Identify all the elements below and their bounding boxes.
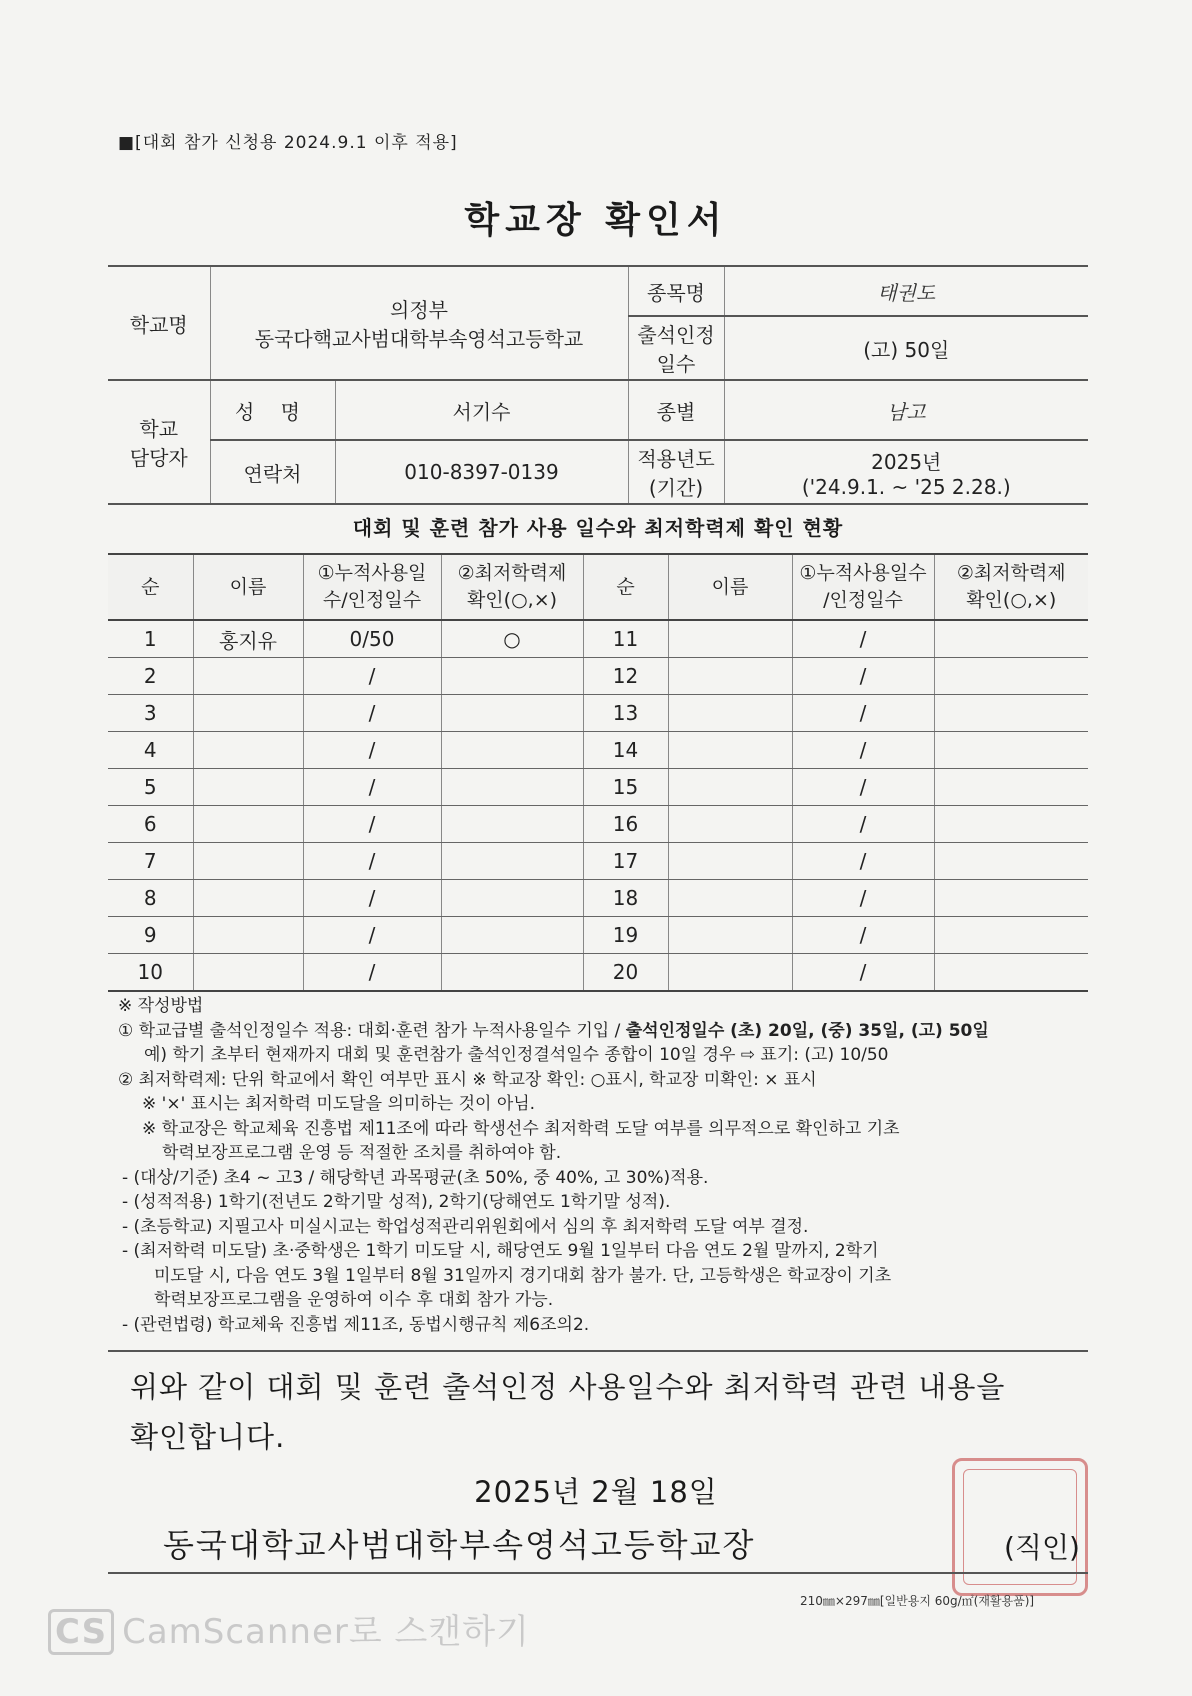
used-days: / <box>792 732 934 769</box>
sport-label: 종목명 <box>628 266 724 316</box>
min-academic-check <box>441 769 583 806</box>
row-number: 13 <box>583 695 668 732</box>
category-value: 남고 <box>724 380 1088 440</box>
row-number: 10 <box>108 954 193 992</box>
manager-label: 학교 담당자 <box>108 380 210 504</box>
student-name <box>193 658 303 695</box>
min-academic-check <box>441 880 583 917</box>
table-row <box>108 843 1088 880</box>
used-days: / <box>303 695 441 732</box>
row-number: 18 <box>583 880 668 917</box>
student-name <box>193 695 303 732</box>
min-academic-check <box>934 695 1088 732</box>
used-days: / <box>303 658 441 695</box>
issue-date: 2025년 2월 18일 <box>474 1475 718 1509</box>
table-row <box>108 806 1088 843</box>
attendance-value: (고) 50일 <box>724 316 1088 380</box>
row-number: 6 <box>108 806 193 843</box>
row-number: 19 <box>583 917 668 954</box>
min-academic-check <box>934 732 1088 769</box>
table-row <box>108 732 1088 769</box>
table-row <box>108 695 1088 732</box>
table-row <box>108 880 1088 917</box>
confirmation-text: 위와 같이 대회 및 훈련 출석인정 사용일수와 최저학력 관련 내용을 확인합니다. <box>130 1370 1006 1454</box>
row-number: 7 <box>108 843 193 880</box>
row-number: 8 <box>108 880 193 917</box>
header-days-right: ①누적사용일수 /인정일수 <box>792 554 934 620</box>
row-number: 4 <box>108 732 193 769</box>
header-name-right: 이름 <box>668 554 792 620</box>
student-name <box>668 954 792 992</box>
header-name: 이름 <box>193 554 303 620</box>
sport-value: 태권도 <box>724 266 1088 316</box>
note-1-example: 예) 학기 초부터 현재까지 대회 및 훈련참가 출석인정결석일수 종합이 10일 경우 ⇨ 표기: (고) 10/50 <box>144 1045 889 1065</box>
header-days: ①누적사용일 수/인정일수 <box>303 554 441 620</box>
used-days: / <box>792 769 934 806</box>
row-number: 20 <box>583 954 668 992</box>
used-days: / <box>303 954 441 992</box>
detail-4-cont-1: 미도달 시, 다음 연도 3월 1일부터 8월 31일까지 경기대회 참가 불가. 단, 고등학생은 학교장이 기초 <box>154 1265 892 1286</box>
student-name <box>668 917 792 954</box>
min-academic-check <box>441 695 583 732</box>
min-academic-check <box>934 769 1088 806</box>
table-row <box>108 769 1088 806</box>
min-academic-check <box>441 917 583 954</box>
bottom-divider <box>108 1572 1088 1574</box>
table-row <box>108 917 1088 954</box>
used-days: / <box>792 917 934 954</box>
header-no-right: 순 <box>583 554 668 620</box>
used-days: / <box>792 880 934 917</box>
seal-label: (직인) <box>1004 1531 1080 1564</box>
min-academic-check <box>934 658 1088 695</box>
divider <box>108 1350 1088 1352</box>
name-value: 서기수 <box>335 380 628 440</box>
min-academic-check <box>441 806 583 843</box>
table-row <box>108 954 1088 992</box>
note-2-b: ※ 학교장은 학교체육 진흥법 제11조에 따라 학생선수 최저학력 도달 여부를 의무적으로 확인하고 기초 <box>142 1118 900 1139</box>
contact-label: 연락처 <box>210 440 335 504</box>
school-label: 학교명 <box>108 266 210 380</box>
student-name <box>668 695 792 732</box>
min-academic-check <box>934 620 1088 658</box>
row-number: 16 <box>583 806 668 843</box>
paper-size-note: 210㎜×297㎜[일반용지 60g/㎡(재활용품)] <box>800 1594 1035 1608</box>
used-days: 0/50 <box>303 620 441 658</box>
min-academic-check <box>934 917 1088 954</box>
year-label: 적용년도 (기간) <box>628 440 724 504</box>
min-academic-check: ○ <box>441 620 583 658</box>
min-academic-check <box>441 954 583 992</box>
note-2-b-cont: 학력보장프로그램 운영 등 적절한 조치를 취하여야 함. <box>162 1143 562 1163</box>
student-name <box>668 806 792 843</box>
header-check-right: ②최저학력제 확인(○,×) <box>934 554 1088 620</box>
header-check: ②최저학력제 확인(○,×) <box>441 554 583 620</box>
used-days: / <box>792 658 934 695</box>
min-academic-check <box>441 658 583 695</box>
min-academic-check <box>441 843 583 880</box>
row-number: 5 <box>108 769 193 806</box>
detail-4-cont-2: 학력보장프로그램을 운영하여 이수 후 대회 참가 가능. <box>154 1290 554 1310</box>
school-name: 의정부 동국다핵교사범대학부속영석고등학교 <box>210 266 628 380</box>
used-days: / <box>303 769 441 806</box>
used-days: / <box>303 806 441 843</box>
principal-title: 동국대학교사범대학부속영석고등학교장 <box>163 1526 756 1564</box>
student-name <box>193 880 303 917</box>
row-number: 3 <box>108 695 193 732</box>
detail-1: - (대상/기준) 초4 ~ 고3 / 해당학년 과목평균(초 50%, 중 40%, 고 30%)적용. <box>122 1167 709 1188</box>
header-no: 순 <box>108 554 193 620</box>
student-name <box>668 620 792 658</box>
contact-value: 010-8397-0139 <box>335 440 628 504</box>
min-academic-check <box>441 732 583 769</box>
detail-4: - (최저학력 미도달) 초·중학생은 1학기 미도달 시, 해당연도 9월 1일부터 다음 연도 2월 말까지, 2학기 <box>122 1241 879 1261</box>
year-value: 2025년 ('24.9.1. ~ '25 2.28.) <box>724 440 1088 504</box>
attendance-label: 출석인정 일수 <box>628 316 724 380</box>
row-number: 2 <box>108 658 193 695</box>
used-days: / <box>792 954 934 992</box>
student-name <box>193 917 303 954</box>
row-number: 17 <box>583 843 668 880</box>
row-number: 9 <box>108 917 193 954</box>
used-days: / <box>792 806 934 843</box>
scanner-watermark: CS CamScanner로 스캔하기 <box>48 1604 530 1655</box>
used-days: / <box>303 843 441 880</box>
min-academic-check <box>934 880 1088 917</box>
row-number: 11 <box>583 620 668 658</box>
document-title: 학교장 확인서 <box>464 200 728 241</box>
category-label: 종별 <box>628 380 724 440</box>
used-days: / <box>303 880 441 917</box>
min-academic-check <box>934 954 1088 992</box>
used-days: / <box>792 843 934 880</box>
table-row <box>108 620 1088 658</box>
student-name <box>668 658 792 695</box>
used-days: / <box>303 917 441 954</box>
student-name: 홍지유 <box>193 620 303 658</box>
info-table <box>108 265 1088 505</box>
detail-2: - (성적적용) 1학기(전년도 2학기말 성적), 2학기(당해연도 1학기말 성적). <box>122 1192 671 1212</box>
student-name <box>193 806 303 843</box>
note-1: ① 학교급별 출석인정일수 적용: 대회·훈련 참가 누적사용일수 기입 / 출석인정일수 (초) 20일, (중) 35일, (고) 50일 <box>118 1020 989 1041</box>
camscanner-logo-icon: CS <box>48 1609 114 1655</box>
student-name <box>193 769 303 806</box>
min-academic-check <box>934 806 1088 843</box>
notes-heading: ※ 작성방법 <box>118 996 204 1016</box>
student-name <box>193 843 303 880</box>
instructions <box>118 994 1098 1337</box>
student-name <box>668 843 792 880</box>
student-name <box>193 732 303 769</box>
row-number: 15 <box>583 769 668 806</box>
min-academic-check <box>934 843 1088 880</box>
detail-5: - (관련법령) 학교체육 진흥법 제11조, 동법시행규칙 제6조의2. <box>122 1314 590 1335</box>
student-name <box>668 732 792 769</box>
student-name <box>668 769 792 806</box>
participation-table <box>108 553 1088 992</box>
form-tag: ■[대회 참가 신청용 2024.9.1 이후 적용] <box>118 133 458 153</box>
student-name <box>668 880 792 917</box>
row-number: 14 <box>583 732 668 769</box>
used-days: / <box>792 620 934 658</box>
name-label: 성 명 <box>210 380 335 440</box>
used-days: / <box>792 695 934 732</box>
section-title: 대회 및 훈련 참가 사용 일수와 최저학력제 확인 현황 <box>352 516 844 540</box>
used-days: / <box>303 732 441 769</box>
student-name <box>193 954 303 992</box>
row-number: 1 <box>108 620 193 658</box>
table-row <box>108 658 1088 695</box>
note-2: ② 최저학력제: 단위 학교에서 확인 여부만 표시 ※ 학교장 확인: ○표시, 학교장 미확인: × 표시 <box>118 1069 817 1090</box>
row-number: 12 <box>583 658 668 695</box>
note-2-a: ※ '×' 표시는 최저학력 미도달을 의미하는 것이 아님. <box>142 1094 536 1114</box>
detail-3: - (초등학교) 지필고사 미실시교는 학업성적관리위원회에서 심의 후 최저학력 도달 여부 결정. <box>122 1216 809 1237</box>
